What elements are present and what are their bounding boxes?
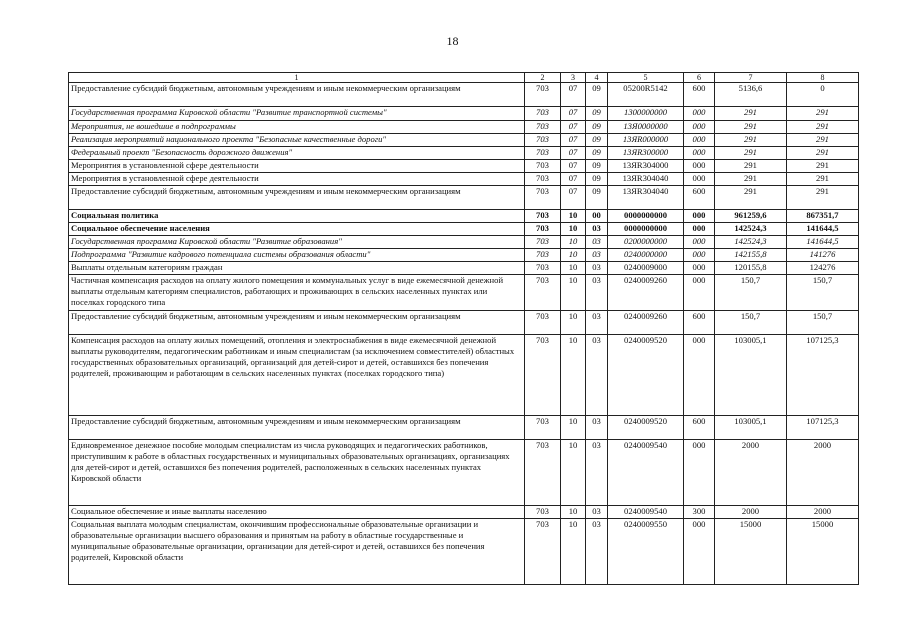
row-name-cell: Частичная компенсация расходов на оплату жилого помещения и коммунальных услуг в виде ежемесячной денежной выплаты отдельным категориям специалистов, работающих и проживающих в сельских населенных пунктах или поселках городского типа xyxy=(69,275,525,311)
amount-year1-cell: 2000 xyxy=(715,440,787,506)
row-name-cell: Реализация мероприятий национального проекта "Безопасные качественные дороги" xyxy=(69,134,525,147)
amount-year2-cell: 291 xyxy=(787,173,859,186)
ministry-code-cell: 703 xyxy=(525,275,561,311)
expense-type-cell: 000 xyxy=(684,107,715,121)
column-header: 1 xyxy=(69,73,525,83)
ministry-code-cell: 703 xyxy=(525,249,561,262)
amount-year2-cell: 0 xyxy=(787,83,859,107)
amount-year1-cell: 291 xyxy=(715,173,787,186)
amount-year2-cell: 291 xyxy=(787,134,859,147)
expense-type-cell: 000 xyxy=(684,335,715,416)
subsection-code-cell: 03 xyxy=(586,519,608,585)
column-header: 6 xyxy=(684,73,715,83)
ministry-code-cell: 703 xyxy=(525,262,561,275)
column-header: 4 xyxy=(586,73,608,83)
column-header: 5 xyxy=(608,73,684,83)
amount-year1-cell: 291 xyxy=(715,160,787,173)
target-article-cell: 0240009520 xyxy=(608,416,684,440)
table-row xyxy=(69,186,859,210)
amount-year1-cell: 2000 xyxy=(715,506,787,519)
amount-year2-cell: 141644,5 xyxy=(787,223,859,236)
table-row xyxy=(69,335,859,416)
section-code-cell: 10 xyxy=(561,249,586,262)
amount-year2-cell: 150,7 xyxy=(787,275,859,311)
table-row xyxy=(69,173,859,186)
section-code-cell: 07 xyxy=(561,107,586,121)
expense-type-cell: 000 xyxy=(684,440,715,506)
column-header: 8 xyxy=(787,73,859,83)
row-name-cell: Компенсация расходов на оплату жилых помещений, отопления и электроснабжения в виде ежемесячной денежной выплаты руководителям, педагогическим работникам и иным специалистам (за исключением совместителей) областных государственных образовательных организаций, организаций для детей-сирот и детей, оставшихся без попечения родителей, проживающим и работающим в сельских населенных пунктах (поселках городского типа) xyxy=(69,335,525,416)
amount-year1-cell: 291 xyxy=(715,134,787,147)
row-name-cell: Подпрограмма "Развитие кадрового потенциала системы образования области" xyxy=(69,249,525,262)
expense-type-cell: 000 xyxy=(684,249,715,262)
amount-year1-cell: 142524,3 xyxy=(715,223,787,236)
row-name-cell: Мероприятия, не вошедшие в подпрограммы xyxy=(69,121,525,134)
column-header: 2 xyxy=(525,73,561,83)
expense-type-cell: 000 xyxy=(684,173,715,186)
table-row xyxy=(69,134,859,147)
expense-type-cell: 000 xyxy=(684,147,715,160)
row-name-cell: Федеральный проект "Безопасность дорожного движения" xyxy=(69,147,525,160)
table-row xyxy=(69,506,859,519)
target-article-cell: 13ЯR000000 xyxy=(608,134,684,147)
section-code-cell: 10 xyxy=(561,506,586,519)
amount-year2-cell: 107125,3 xyxy=(787,416,859,440)
amount-year1-cell: 291 xyxy=(715,121,787,134)
ministry-code-cell: 703 xyxy=(525,335,561,416)
section-code-cell: 10 xyxy=(561,275,586,311)
row-name-cell: Социальная выплата молодым специалистам, окончившим профессиональные образовательные организации и образовательные организации высшего образования и принятым на работу в областные государственные и муниципальные образовательные организации, организации для детей-сирот и детей, оставшихся без попечения родителей, Кировской области xyxy=(69,519,525,585)
ministry-code-cell: 703 xyxy=(525,147,561,160)
target-article-cell: 0240009540 xyxy=(608,506,684,519)
amount-year2-cell: 107125,3 xyxy=(787,335,859,416)
table-row xyxy=(69,236,859,249)
table-row xyxy=(69,416,859,440)
target-article-cell: 05200R5142 xyxy=(608,83,684,107)
amount-year2-cell: 291 xyxy=(787,147,859,160)
amount-year1-cell: 291 xyxy=(715,147,787,160)
row-name-cell: Предоставление субсидий бюджетным, автономным учреждениям и иным некоммерческим организациям xyxy=(69,416,525,440)
section-code-cell: 10 xyxy=(561,223,586,236)
amount-year2-cell: 141644,5 xyxy=(787,236,859,249)
amount-year2-cell: 291 xyxy=(787,107,859,121)
row-name-cell: Государственная программа Кировской области "Развитие транспортной системы" xyxy=(69,107,525,121)
target-article-cell: 0240009520 xyxy=(608,335,684,416)
subsection-code-cell: 00 xyxy=(586,210,608,223)
ministry-code-cell: 703 xyxy=(525,223,561,236)
amount-year2-cell: 150,7 xyxy=(787,311,859,335)
ministry-code-cell: 703 xyxy=(525,416,561,440)
amount-year2-cell: 124276 xyxy=(787,262,859,275)
table-row xyxy=(69,262,859,275)
ministry-code-cell: 703 xyxy=(525,519,561,585)
amount-year1-cell: 142155,8 xyxy=(715,249,787,262)
expense-type-cell: 300 xyxy=(684,506,715,519)
ministry-code-cell: 703 xyxy=(525,134,561,147)
amount-year1-cell: 142524,3 xyxy=(715,236,787,249)
section-code-cell: 07 xyxy=(561,134,586,147)
row-name-cell: Единовременное денежное пособие молодым специалистам из числа руководящих и педагогических работников, приступившим к работе в областных государственных и муниципальных образовательных организациях, организациях для детей-сирот и детей, оставшихся без попечения родителей, расположенных в сельских населенных пунктах Кировской области xyxy=(69,440,525,506)
section-code-cell: 10 xyxy=(561,262,586,275)
section-code-cell: 07 xyxy=(561,83,586,107)
ministry-code-cell: 703 xyxy=(525,121,561,134)
table-row xyxy=(69,83,859,107)
expense-type-cell: 600 xyxy=(684,186,715,210)
expense-type-cell: 000 xyxy=(684,275,715,311)
subsection-code-cell: 03 xyxy=(586,262,608,275)
table-row xyxy=(69,440,859,506)
table-row xyxy=(69,223,859,236)
target-article-cell: 0240009260 xyxy=(608,311,684,335)
ministry-code-cell: 703 xyxy=(525,236,561,249)
expense-type-cell: 000 xyxy=(684,121,715,134)
section-code-cell: 10 xyxy=(561,311,586,335)
subsection-code-cell: 09 xyxy=(586,134,608,147)
amount-year2-cell: 15000 xyxy=(787,519,859,585)
amount-year1-cell: 150,7 xyxy=(715,311,787,335)
subsection-code-cell: 03 xyxy=(586,236,608,249)
table-row xyxy=(69,147,859,160)
expense-type-cell: 600 xyxy=(684,311,715,335)
column-header: 7 xyxy=(715,73,787,83)
target-article-cell: 1300000000 xyxy=(608,107,684,121)
amount-year2-cell: 2000 xyxy=(787,506,859,519)
target-article-cell: 13Я0000000 xyxy=(608,121,684,134)
ministry-code-cell: 703 xyxy=(525,210,561,223)
target-article-cell: 0240009540 xyxy=(608,440,684,506)
section-code-cell: 07 xyxy=(561,121,586,134)
page-number: 18 xyxy=(446,34,459,48)
row-name-cell: Выплаты отдельным категориям граждан xyxy=(69,262,525,275)
row-name-cell: Государственная программа Кировской области "Развитие образования" xyxy=(69,236,525,249)
subsection-code-cell: 09 xyxy=(586,83,608,107)
ministry-code-cell: 703 xyxy=(525,311,561,335)
amount-year2-cell: 867351,7 xyxy=(787,210,859,223)
section-code-cell: 10 xyxy=(561,210,586,223)
subsection-code-cell: 03 xyxy=(586,223,608,236)
subsection-code-cell: 09 xyxy=(586,173,608,186)
expense-type-cell: 600 xyxy=(684,416,715,440)
subsection-code-cell: 03 xyxy=(586,275,608,311)
section-code-cell: 10 xyxy=(561,335,586,416)
subsection-code-cell: 03 xyxy=(586,311,608,335)
target-article-cell: 0000000000 xyxy=(608,223,684,236)
amount-year2-cell: 291 xyxy=(787,121,859,134)
expense-type-cell: 000 xyxy=(684,236,715,249)
section-code-cell: 10 xyxy=(561,416,586,440)
table-row xyxy=(69,121,859,134)
subsection-code-cell: 09 xyxy=(586,107,608,121)
amount-year1-cell: 103005,1 xyxy=(715,416,787,440)
amount-year1-cell: 291 xyxy=(715,186,787,210)
subsection-code-cell: 09 xyxy=(586,186,608,210)
section-code-cell: 10 xyxy=(561,519,586,585)
target-article-cell: 0200000000 xyxy=(608,236,684,249)
target-article-cell: 0240000000 xyxy=(608,249,684,262)
row-name-cell: Предоставление субсидий бюджетным, автономным учреждениям и иным некоммерческим организациям xyxy=(69,83,525,107)
budget-table xyxy=(68,72,859,585)
row-name-cell: Социальное обеспечение населения xyxy=(69,223,525,236)
ministry-code-cell: 703 xyxy=(525,186,561,210)
expense-type-cell: 000 xyxy=(684,519,715,585)
amount-year1-cell: 5136,6 xyxy=(715,83,787,107)
subsection-code-cell: 03 xyxy=(586,249,608,262)
header-row xyxy=(69,73,859,83)
target-article-cell: 0240009000 xyxy=(608,262,684,275)
target-article-cell: 13ЯR304000 xyxy=(608,160,684,173)
target-article-cell: 13ЯR300000 xyxy=(608,147,684,160)
target-article-cell: 13ЯR304040 xyxy=(608,173,684,186)
table-row xyxy=(69,210,859,223)
amount-year1-cell: 120155,8 xyxy=(715,262,787,275)
row-name-cell: Социальное обеспечение и иные выплаты населению xyxy=(69,506,525,519)
target-article-cell: 0240009550 xyxy=(608,519,684,585)
row-name-cell: Мероприятия в установленной сфере деятельности xyxy=(69,160,525,173)
section-code-cell: 07 xyxy=(561,186,586,210)
amount-year2-cell: 2000 xyxy=(787,440,859,506)
section-code-cell: 07 xyxy=(561,147,586,160)
expense-type-cell: 600 xyxy=(684,83,715,107)
column-header: 3 xyxy=(561,73,586,83)
table-row xyxy=(69,249,859,262)
expense-type-cell: 000 xyxy=(684,223,715,236)
ministry-code-cell: 703 xyxy=(525,107,561,121)
expense-type-cell: 000 xyxy=(684,134,715,147)
subsection-code-cell: 09 xyxy=(586,147,608,160)
table-row xyxy=(69,275,859,311)
section-code-cell: 07 xyxy=(561,173,586,186)
subsection-code-cell: 03 xyxy=(586,335,608,416)
ministry-code-cell: 703 xyxy=(525,440,561,506)
amount-year2-cell: 141276 xyxy=(787,249,859,262)
row-name-cell: Социальная политика xyxy=(69,210,525,223)
amount-year1-cell: 291 xyxy=(715,107,787,121)
table-row xyxy=(69,519,859,585)
row-name-cell: Мероприятия в установленной сфере деятельности xyxy=(69,173,525,186)
amount-year1-cell: 150,7 xyxy=(715,275,787,311)
section-code-cell: 07 xyxy=(561,160,586,173)
expense-type-cell: 000 xyxy=(684,210,715,223)
amount-year1-cell: 103005,1 xyxy=(715,335,787,416)
subsection-code-cell: 03 xyxy=(586,440,608,506)
table-row xyxy=(69,107,859,121)
ministry-code-cell: 703 xyxy=(525,173,561,186)
row-name-cell: Предоставление субсидий бюджетным, автономным учреждениям и иным некоммерческим организациям xyxy=(69,186,525,210)
target-article-cell: 0000000000 xyxy=(608,210,684,223)
row-name-cell: Предоставление субсидий бюджетным, автономным учреждениям и иным некоммерческим организациям xyxy=(69,311,525,335)
subsection-code-cell: 09 xyxy=(586,160,608,173)
subsection-code-cell: 03 xyxy=(586,416,608,440)
expense-type-cell: 000 xyxy=(684,160,715,173)
ministry-code-cell: 703 xyxy=(525,506,561,519)
target-article-cell: 0240009260 xyxy=(608,275,684,311)
table-row xyxy=(69,311,859,335)
ministry-code-cell: 703 xyxy=(525,83,561,107)
table-row xyxy=(69,160,859,173)
section-code-cell: 10 xyxy=(561,440,586,506)
ministry-code-cell: 703 xyxy=(525,160,561,173)
subsection-code-cell: 03 xyxy=(586,506,608,519)
amount-year1-cell: 15000 xyxy=(715,519,787,585)
amount-year1-cell: 961259,6 xyxy=(715,210,787,223)
subsection-code-cell: 09 xyxy=(586,121,608,134)
amount-year2-cell: 291 xyxy=(787,186,859,210)
expense-type-cell: 000 xyxy=(684,262,715,275)
target-article-cell: 13ЯR304040 xyxy=(608,186,684,210)
section-code-cell: 10 xyxy=(561,236,586,249)
amount-year2-cell: 291 xyxy=(787,160,859,173)
